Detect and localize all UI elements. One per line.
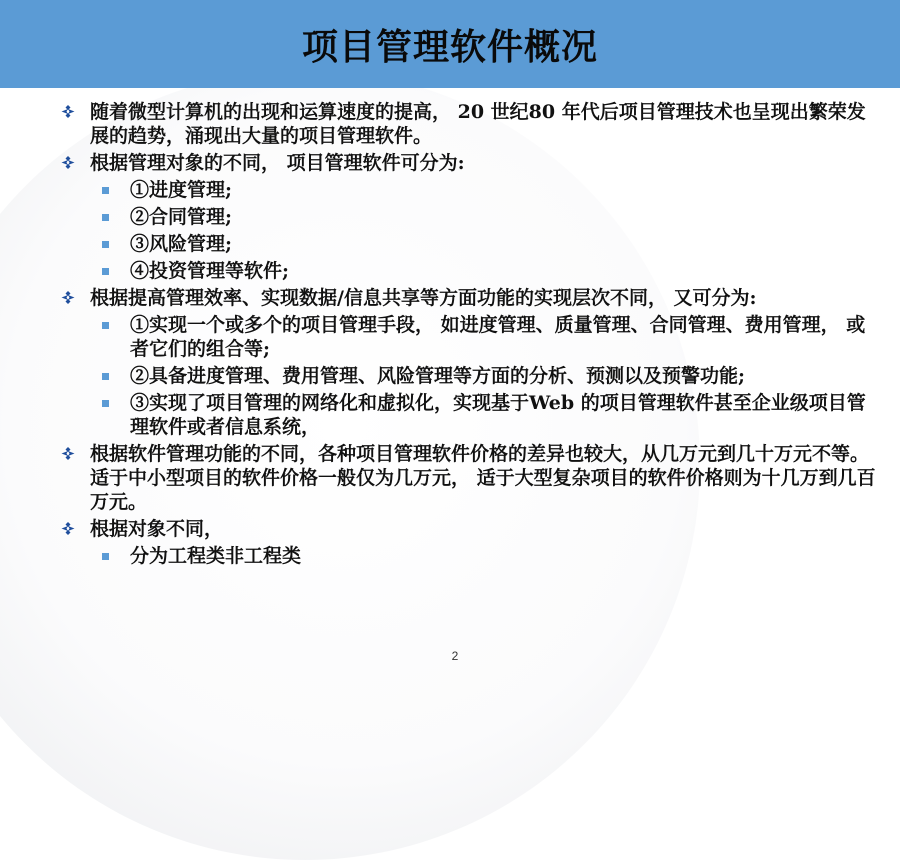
bullet-text: ②具备进度管理、费用管理、风险管理等方面的分析、预测以及预警功能; bbox=[130, 365, 746, 387]
bullet-item bbox=[58, 286, 878, 310]
diamond-bullet-icon bbox=[58, 288, 78, 308]
square-bullet-icon bbox=[102, 241, 109, 248]
bullet-item bbox=[58, 442, 878, 514]
bullet-item bbox=[58, 100, 878, 148]
square-bullet-icon bbox=[102, 187, 109, 194]
bullet-text: 分为工程类非工程类 bbox=[130, 545, 302, 567]
sub-bullet-item bbox=[58, 313, 878, 361]
bullet-text: ①进度管理; bbox=[130, 179, 233, 201]
sub-bullet-item bbox=[58, 544, 878, 568]
bullet-text: 根据提高管理效率、实现数据/信息共享等方面功能的实现层次不同， 又可分为: bbox=[90, 287, 757, 309]
diamond-bullet-icon bbox=[58, 153, 78, 173]
bullet-text: 根据软件管理功能的不同，各种项目管理软件价格的差异也较大，从几万元到几十万元不等。适于中小型项目的软件价格一般仅为几万元， 适于大型复杂项目的软件价格则为十几万到几百万元。 bbox=[90, 443, 876, 513]
bullet-text: ④投资管理等软件; bbox=[130, 260, 290, 282]
bullet-text: ③风险管理; bbox=[130, 233, 233, 255]
diamond-bullet-icon bbox=[58, 519, 78, 539]
title-bar bbox=[0, 0, 900, 88]
slide-title: 项目管理软件概况 bbox=[301, 26, 598, 68]
page-number: 2 bbox=[451, 649, 459, 663]
square-bullet-icon bbox=[102, 373, 109, 380]
square-bullet-icon bbox=[102, 553, 109, 560]
square-bullet-icon bbox=[102, 214, 109, 221]
bullet-text: 随着微型计算机的出现和运算速度的提高， 20 世纪80 年代后项目管理技术也呈现出繁荣发展的趋势，涌现出大量的项目管理软件。 bbox=[90, 101, 866, 147]
bullet-text: ②合同管理; bbox=[130, 206, 233, 228]
bullet-text: ①实现一个或多个的项目管理手段， 如进度管理、质量管理、合同管理、费用管理， 或者它们的组合等; bbox=[130, 314, 866, 360]
bullet-item bbox=[58, 151, 878, 175]
diamond-bullet-icon bbox=[58, 102, 78, 122]
bullet-list bbox=[58, 100, 878, 571]
bullet-text: 根据管理对象的不同， 项目管理软件可分为: bbox=[90, 152, 465, 174]
bullet-item bbox=[58, 517, 878, 541]
sub-bullet-item bbox=[58, 232, 878, 256]
sub-bullet-item bbox=[58, 391, 878, 439]
sub-bullet-item bbox=[58, 205, 878, 229]
bullet-text: 根据对象不同， bbox=[90, 518, 224, 540]
sub-bullet-item bbox=[58, 364, 878, 388]
sub-bullet-item bbox=[58, 178, 878, 202]
diamond-bullet-icon bbox=[58, 444, 78, 464]
square-bullet-icon bbox=[102, 268, 109, 275]
square-bullet-icon bbox=[102, 322, 109, 329]
square-bullet-icon bbox=[102, 400, 109, 407]
sub-bullet-item bbox=[58, 259, 878, 283]
bullet-text: ③实现了项目管理的网络化和虚拟化，实现基于Web 的项目管理软件甚至企业级项目管理软件或者信息系统， bbox=[130, 392, 866, 438]
